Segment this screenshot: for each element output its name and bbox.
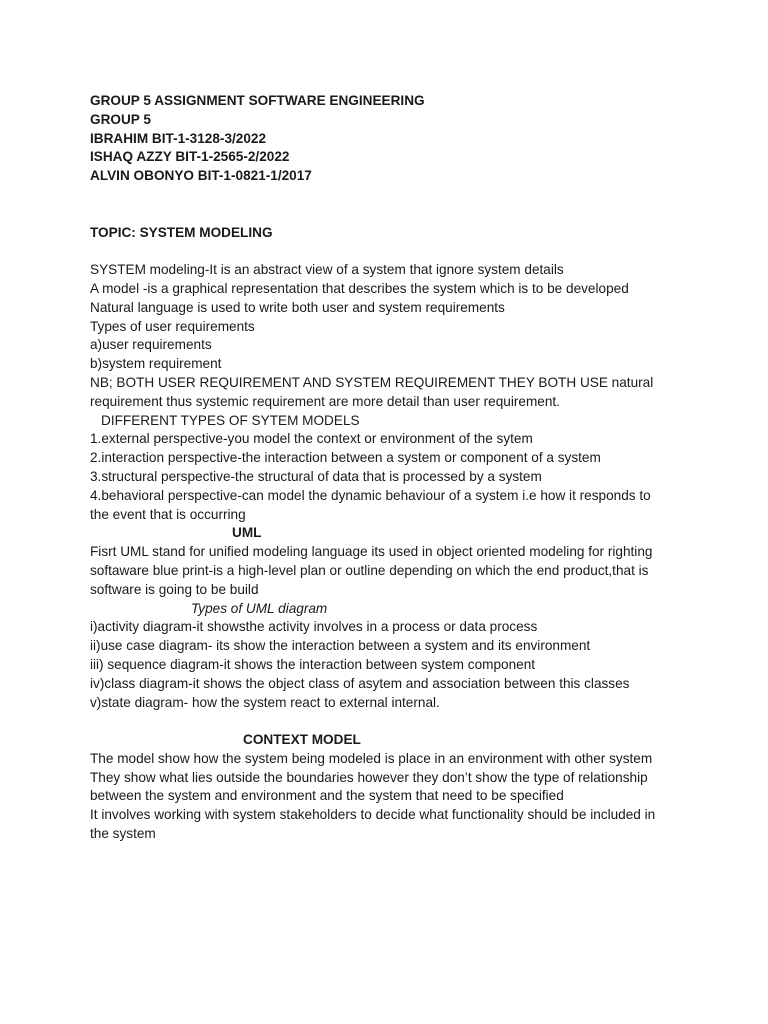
models-line: 4.behavioral perspective-can model the dynamic behaviour of a system i.e how it responds to (90, 487, 651, 503)
uml-type-item: v)state diagram- how the system react to external internal. (90, 694, 440, 710)
uml-heading: UML (232, 525, 262, 541)
uml-type-item: i)activity diagram-it showsthe activity involves in a process or data process (90, 619, 538, 635)
member-1: IBRAHIM BIT-1-3128-3/2022 (90, 130, 267, 146)
intro-line: Natural language is used to write both user and system requirements (90, 299, 505, 315)
context-line: It involves working with system stakeholders to decide what functionality should be included in (90, 807, 656, 823)
intro-line: A model -is a graphical representation that describes the system which is to be developed (90, 280, 629, 296)
uml-type-item: iv)class diagram-it shows the object class of asytem and association between this classes (90, 675, 630, 691)
context-heading: CONTEXT MODEL (243, 732, 361, 748)
topic-heading: TOPIC: SYSTEM MODELING (90, 224, 273, 240)
uml-line: softaware blue print-is a high-level plan or outline depending on which the end product,that is (90, 562, 649, 578)
spacer (90, 242, 690, 261)
spacer (90, 712, 690, 731)
intro-line: NB; BOTH USER REQUIREMENT AND SYSTEM REQUIREMENT THEY BOTH USE natural (90, 374, 654, 390)
context-line: between the system and environment and the system that need to be specified (90, 788, 564, 804)
uml-line: Fisrt UML stand for unified modeling language its used in object oriented modeling for righting (90, 544, 653, 560)
intro-section (90, 261, 690, 411)
context-line: They show what lies outside the boundaries however they don’t show the type of relationship (90, 769, 648, 785)
member-2: ISHAQ AZZY BIT-1-2565-2/2022 (90, 149, 290, 165)
member-3: ALVIN OBONYO BIT-1-0821-1/2017 (90, 168, 312, 184)
intro-line: a)user requirements (90, 337, 212, 353)
intro-line: Types of user requirements (90, 318, 255, 334)
uml-line: software is going to be build (90, 581, 259, 597)
spacer (90, 186, 690, 224)
uml-type-item: ii)use case diagram- its show the interaction between a system and its environment (90, 638, 591, 654)
context-section (90, 731, 690, 844)
intro-line: SYSTEM modeling-It is an abstract view of a system that ignore system details (90, 262, 564, 278)
models-line: the event that is occurring (90, 506, 246, 522)
context-line: the system (90, 826, 156, 842)
intro-line: requirement thus systemic requirement are more detail than user requirement. (90, 393, 560, 409)
group-label: GROUP 5 (90, 111, 151, 127)
document-header (90, 92, 690, 186)
assignment-title: GROUP 5 ASSIGNMENT SOFTWARE ENGINEERING (90, 93, 425, 108)
models-heading: DIFFERENT TYPES OF SYTEM MODELS (101, 412, 360, 428)
document-page (90, 92, 690, 844)
models-line: 1.external perspective-you model the context or environment of the sytem (90, 431, 533, 447)
uml-section (90, 524, 690, 712)
context-line: The model show how the system being modeled is place in an environment with other system (90, 750, 653, 766)
intro-line: b)system requirement (90, 356, 222, 372)
models-line: 3.structural perspective-the structural of data that is processed by a system (90, 468, 542, 484)
models-line: 2.interaction perspective-the interaction between a system or component of a system (90, 450, 601, 466)
uml-types-heading: Types of UML diagram (191, 600, 328, 616)
uml-type-item: iii) sequence diagram-it shows the interaction between system component (90, 656, 536, 672)
models-section (90, 412, 690, 525)
